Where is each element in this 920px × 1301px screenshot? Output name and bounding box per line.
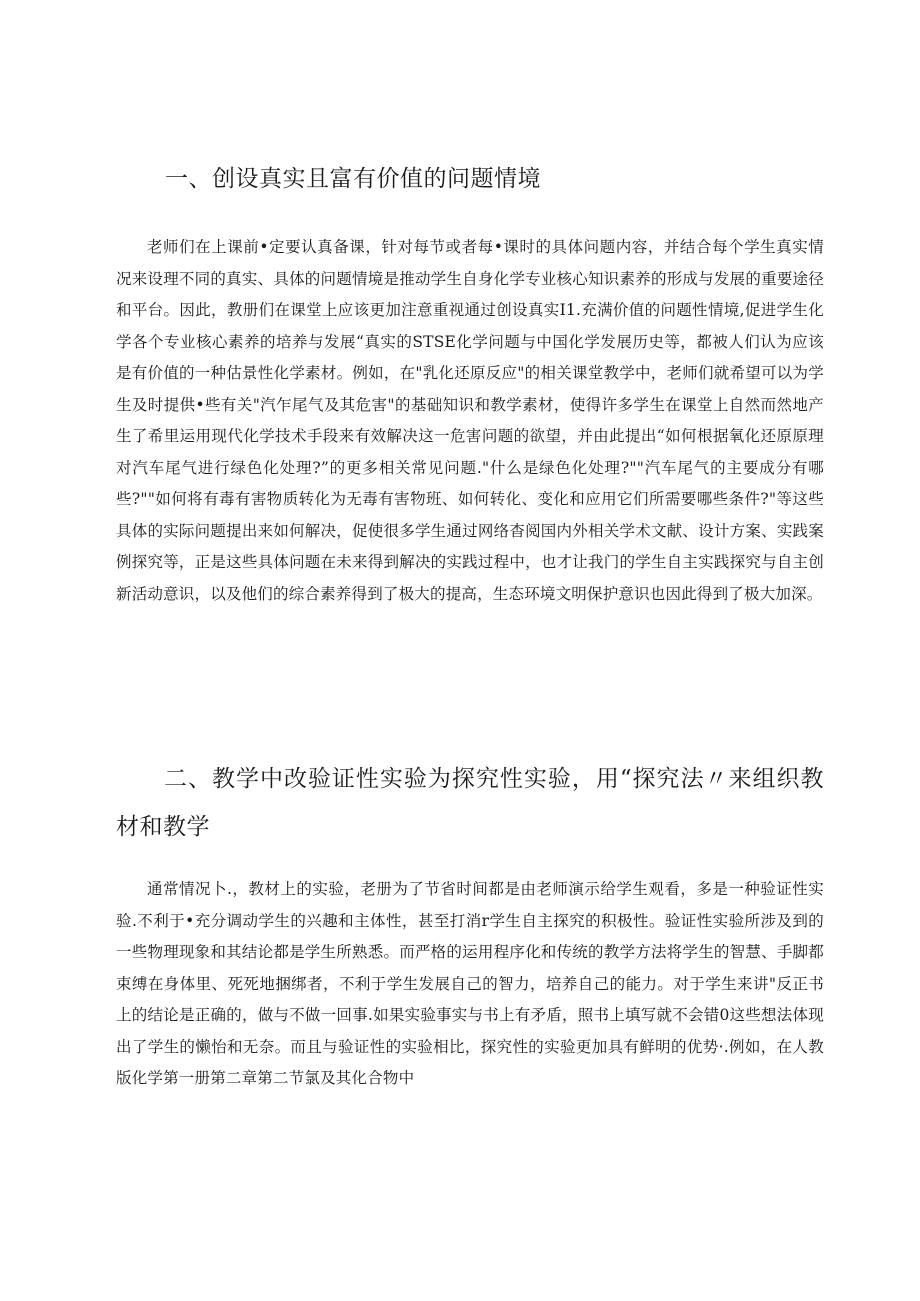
section-2-paragraph: 通常情况卜.，教材上的实验，老册为了节省时间都是由老师演示给学生观看，多是一种验证性实验.不利于•充分调动学生的兴趣和主体性，甚至打消r学生自主探究的积极性。验证性实验所涉及到的一些物理现象和其结论都是学生所熟悉。而严格的运用程序化和传统的教学方法将学生的智慧、手脚都束缚在身体里、死死地捆绑者，不利于学生发展自己的智力，培养自己的能力。对于学生来讲"反正书上的结论是正确的，做与不做一回事.如果实验事实与书上有矛盾，照书上填写就不会错0这些想法体现出了学生的懒怡和无奈。而且与验证性的实验相比，探究性的实验更加具有鲜明的优势·.例如，在人教版化学第一册第二章第二节氯及其化合物中 [116, 880, 824, 1087]
section-1-heading: 一、创设真实且富有价值的问题情境 [165, 166, 541, 192]
section-2-heading: 二、教学中改验证性实验为探究性实验，用“探究法〃来组织教材和教学 [116, 766, 824, 840]
section-1-paragraph: 老师们在上课前•定要认真备课，针对每节或者每•课时的具体问题内容，并结合每个学生真实情况来设理不同的真实、具体的问题情境是推动学生自身化学专业核心知识素养的形成与发展的重要途径和平台。因此，教册们在课堂上应该更加注意重视通过创设真实I1.充满价值的问题性情境,促进学生化学各个专业核心素养的培养与发展“真实的STSE化学问题与中国化学发展历史等，都被人们认为应该是有价值的一种估景性化学素材。例如，在"乳化还原反应"的相关课堂教学中，老师们就希望可以为学生及时提供•些有关"汽乍尾气及其危害"的基础知识和教学素材，使得许多学生在课堂上自然而然地产生了希里运用现代化学技术手段来有效解决这一危害问题的欲望，并由此提出“如何根据氧化还原原理对汽车尾气进行绿色化处理?”的更多相关常见问题."什么是绿色化处理?""汽车尾气的主要成分有哪些?""如何将有毒有害物质转化为无毒有害物班、如何转化、变化和应用它们所需要哪些条件?"等这些具体的实际问题提出来如何解决，促使很多学生通过网络杳阅国内外相关学术文献、设计方案、实践案例探究等，正是这些具体问题在未来得到解决的实践过程中，也才让我门的学生自主实践探究与自主创新活动意识，以及他们的综合素养得到了极大的提高，生态环境文明保护意识也因此得到了极大加深。 [116, 238, 824, 603]
